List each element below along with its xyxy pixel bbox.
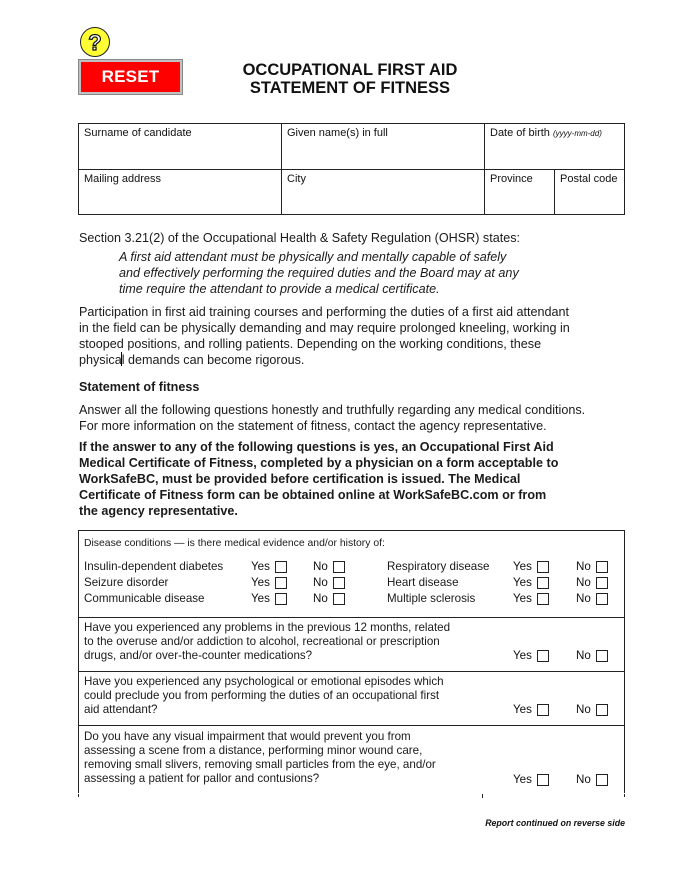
no-label: No bbox=[313, 560, 328, 573]
disease-label: Heart disease bbox=[387, 576, 459, 589]
paragraph-line: Answer all the following questions honestly and truthfully regarding any medical conditions. bbox=[79, 403, 586, 417]
divider bbox=[78, 794, 79, 797]
question-line: drugs, and/or over-the-counter medications? bbox=[84, 649, 313, 662]
yes-option bbox=[513, 649, 549, 662]
province-label: Province bbox=[490, 173, 533, 185]
yes-label: Yes bbox=[251, 576, 270, 589]
ms-yes-checkbox[interactable] bbox=[537, 593, 549, 605]
yes-option bbox=[251, 576, 287, 589]
notice-line: Certificate of Fitness form can be obtained online at WorkSafeBC.com or from bbox=[79, 488, 547, 502]
yes-option bbox=[513, 576, 549, 589]
seizure-no-checkbox[interactable] bbox=[333, 577, 345, 589]
section-reference: Section 3.21(2) of the Occupational Health & Safety Regulation (OHSR) states: bbox=[79, 231, 521, 245]
yes-label: Yes bbox=[513, 773, 532, 786]
regulation-quote bbox=[119, 249, 519, 297]
disease-label: Respiratory disease bbox=[387, 560, 490, 573]
reset-button[interactable]: RESET bbox=[79, 60, 182, 94]
title-line-1: OCCUPATIONAL FIRST AID bbox=[242, 61, 458, 79]
no-option bbox=[576, 560, 608, 573]
heart-yes-checkbox[interactable] bbox=[537, 577, 549, 589]
yes-label: Yes bbox=[513, 649, 532, 662]
question-line: aid attendant? bbox=[84, 703, 158, 716]
question-line: removing small slivers, removing small particles from the eye, and/or bbox=[84, 758, 436, 771]
no-label: No bbox=[576, 649, 591, 662]
text-fragment: l demands can become rigorous. bbox=[121, 353, 305, 367]
yes-label: Yes bbox=[513, 703, 532, 716]
surname-field[interactable] bbox=[79, 124, 281, 169]
question-line: to the overuse and/or addiction to alcohol, recreational or prescription bbox=[84, 635, 440, 648]
paragraph-line bbox=[79, 352, 570, 368]
divider bbox=[624, 794, 625, 797]
title-line-2: STATEMENT OF FITNESS bbox=[249, 79, 451, 97]
continued-note: Report continued on reverse side bbox=[485, 818, 625, 828]
psychological-yes-checkbox[interactable] bbox=[537, 704, 549, 716]
question-line: Have you experienced any problems in the previous 12 months, related bbox=[84, 621, 451, 634]
communicable-yes-checkbox[interactable] bbox=[275, 593, 287, 605]
no-option bbox=[576, 576, 608, 589]
notice-line: the agency representative. bbox=[79, 504, 238, 518]
date-format-hint: (yyyy-mm-dd) bbox=[552, 129, 602, 138]
question-line: could preclude you from performing the duties of an occupational first bbox=[84, 689, 440, 702]
disease-label: Multiple sclerosis bbox=[387, 592, 476, 605]
respiratory-no-checkbox[interactable] bbox=[596, 561, 608, 573]
paragraph-line: For more information on the statement of fitness, contact the agency representative. bbox=[79, 419, 547, 433]
no-option bbox=[313, 592, 345, 605]
question-visual bbox=[84, 730, 436, 786]
no-option bbox=[313, 560, 345, 573]
divider bbox=[79, 725, 624, 726]
postal-code-label: Postal code bbox=[560, 173, 618, 185]
no-label: No bbox=[576, 560, 591, 573]
statement-instructions bbox=[79, 402, 585, 434]
paragraph-line: stooped positions, and rolling patients. Depending on the working conditions, these bbox=[79, 337, 542, 351]
question-psychological bbox=[84, 675, 444, 717]
no-label: No bbox=[576, 592, 591, 605]
no-label: No bbox=[576, 703, 591, 716]
candidate-info-table bbox=[78, 123, 625, 215]
question-line: assessing a patient for pallor and contusions? bbox=[84, 772, 320, 785]
disease-label: Insulin-dependent diabetes bbox=[84, 560, 224, 573]
visual-no-checkbox[interactable] bbox=[596, 774, 608, 786]
province-field[interactable] bbox=[485, 170, 554, 214]
divider bbox=[482, 794, 483, 798]
question-line: assessing a scene from a distance, performing minor wound care, bbox=[84, 744, 423, 757]
bottom-gap bbox=[78, 793, 625, 794]
given-names-label: Given name(s) in full bbox=[287, 127, 388, 139]
quote-line: and effectively performing the required duties and the Board may at any bbox=[119, 266, 519, 280]
questionnaire-table bbox=[78, 530, 625, 794]
yes-option bbox=[513, 773, 549, 786]
psychological-no-checkbox[interactable] bbox=[596, 704, 608, 716]
no-label: No bbox=[576, 773, 591, 786]
visual-yes-checkbox[interactable] bbox=[537, 774, 549, 786]
surname-label: Surname of candidate bbox=[84, 127, 192, 139]
yes-label: Yes bbox=[513, 560, 532, 573]
yes-label: Yes bbox=[513, 592, 532, 605]
mailing-address-label: Mailing address bbox=[84, 173, 162, 185]
yes-label: Yes bbox=[251, 592, 270, 605]
postal-code-field[interactable] bbox=[555, 170, 624, 214]
no-label: No bbox=[313, 592, 328, 605]
notice-line: Medical Certificate of Fitness, completed by a physician on a form acceptable to bbox=[79, 456, 559, 470]
no-option bbox=[576, 592, 608, 605]
city-label: City bbox=[287, 173, 306, 185]
ms-no-checkbox[interactable] bbox=[596, 593, 608, 605]
date-of-birth-field[interactable] bbox=[485, 124, 624, 169]
yes-option bbox=[251, 592, 287, 605]
heart-no-checkbox[interactable] bbox=[596, 577, 608, 589]
question-mark-icon: ? bbox=[88, 29, 102, 55]
yes-option bbox=[513, 703, 549, 716]
paragraph-line: in the field can be physically demanding and may require prolonged kneeling, working in bbox=[79, 321, 570, 335]
diabetes-yes-checkbox[interactable] bbox=[275, 561, 287, 573]
quote-line: time require the attendant to provide a medical certificate. bbox=[119, 282, 440, 296]
yes-option bbox=[513, 560, 549, 573]
no-label: No bbox=[313, 576, 328, 589]
question-line: Do you have any visual impairment that would prevent you from bbox=[84, 730, 411, 743]
certificate-notice bbox=[79, 439, 558, 519]
no-label: No bbox=[576, 576, 591, 589]
seizure-yes-checkbox[interactable] bbox=[275, 577, 287, 589]
yes-option bbox=[251, 560, 287, 573]
no-option bbox=[313, 576, 345, 589]
yes-label: Yes bbox=[251, 560, 270, 573]
divider bbox=[79, 617, 624, 618]
yes-option bbox=[513, 592, 549, 605]
city-field[interactable] bbox=[282, 170, 484, 214]
yes-label: Yes bbox=[513, 576, 532, 589]
disease-heading: Disease conditions — is there medical evidence and/or history of: bbox=[84, 538, 385, 549]
statement-heading: Statement of fitness bbox=[79, 380, 200, 394]
no-option bbox=[576, 649, 608, 662]
help-button[interactable] bbox=[80, 27, 110, 57]
no-option bbox=[576, 773, 608, 786]
disease-label: Communicable disease bbox=[84, 592, 205, 605]
substance-yes-checkbox[interactable] bbox=[537, 650, 549, 662]
disease-label: Seizure disorder bbox=[84, 576, 169, 589]
communicable-no-checkbox[interactable] bbox=[333, 593, 345, 605]
page-title bbox=[200, 61, 500, 97]
mailing-address-field[interactable] bbox=[79, 170, 281, 214]
date-of-birth-label: Date of birth bbox=[490, 127, 550, 139]
diabetes-no-checkbox[interactable] bbox=[333, 561, 345, 573]
paragraph-line: Participation in first aid training courses and performing the duties of a first aid attendant bbox=[79, 305, 570, 319]
no-option bbox=[576, 703, 608, 716]
participation-paragraph bbox=[79, 304, 570, 368]
substance-no-checkbox[interactable] bbox=[596, 650, 608, 662]
respiratory-yes-checkbox[interactable] bbox=[537, 561, 549, 573]
notice-line: WorkSafeBC, must be provided before certification is issued. The Medical bbox=[79, 472, 521, 486]
text-fragment: physica bbox=[79, 353, 122, 367]
question-line: Have you experienced any psychological or emotional episodes which bbox=[84, 675, 444, 688]
given-names-field[interactable] bbox=[282, 124, 484, 169]
question-substance-use bbox=[84, 621, 450, 663]
notice-line: If the answer to any of the following questions is yes, an Occupational First Aid bbox=[79, 440, 554, 454]
quote-line: A first aid attendant must be physically and mentally capable of safely bbox=[119, 250, 507, 264]
divider bbox=[79, 671, 624, 672]
